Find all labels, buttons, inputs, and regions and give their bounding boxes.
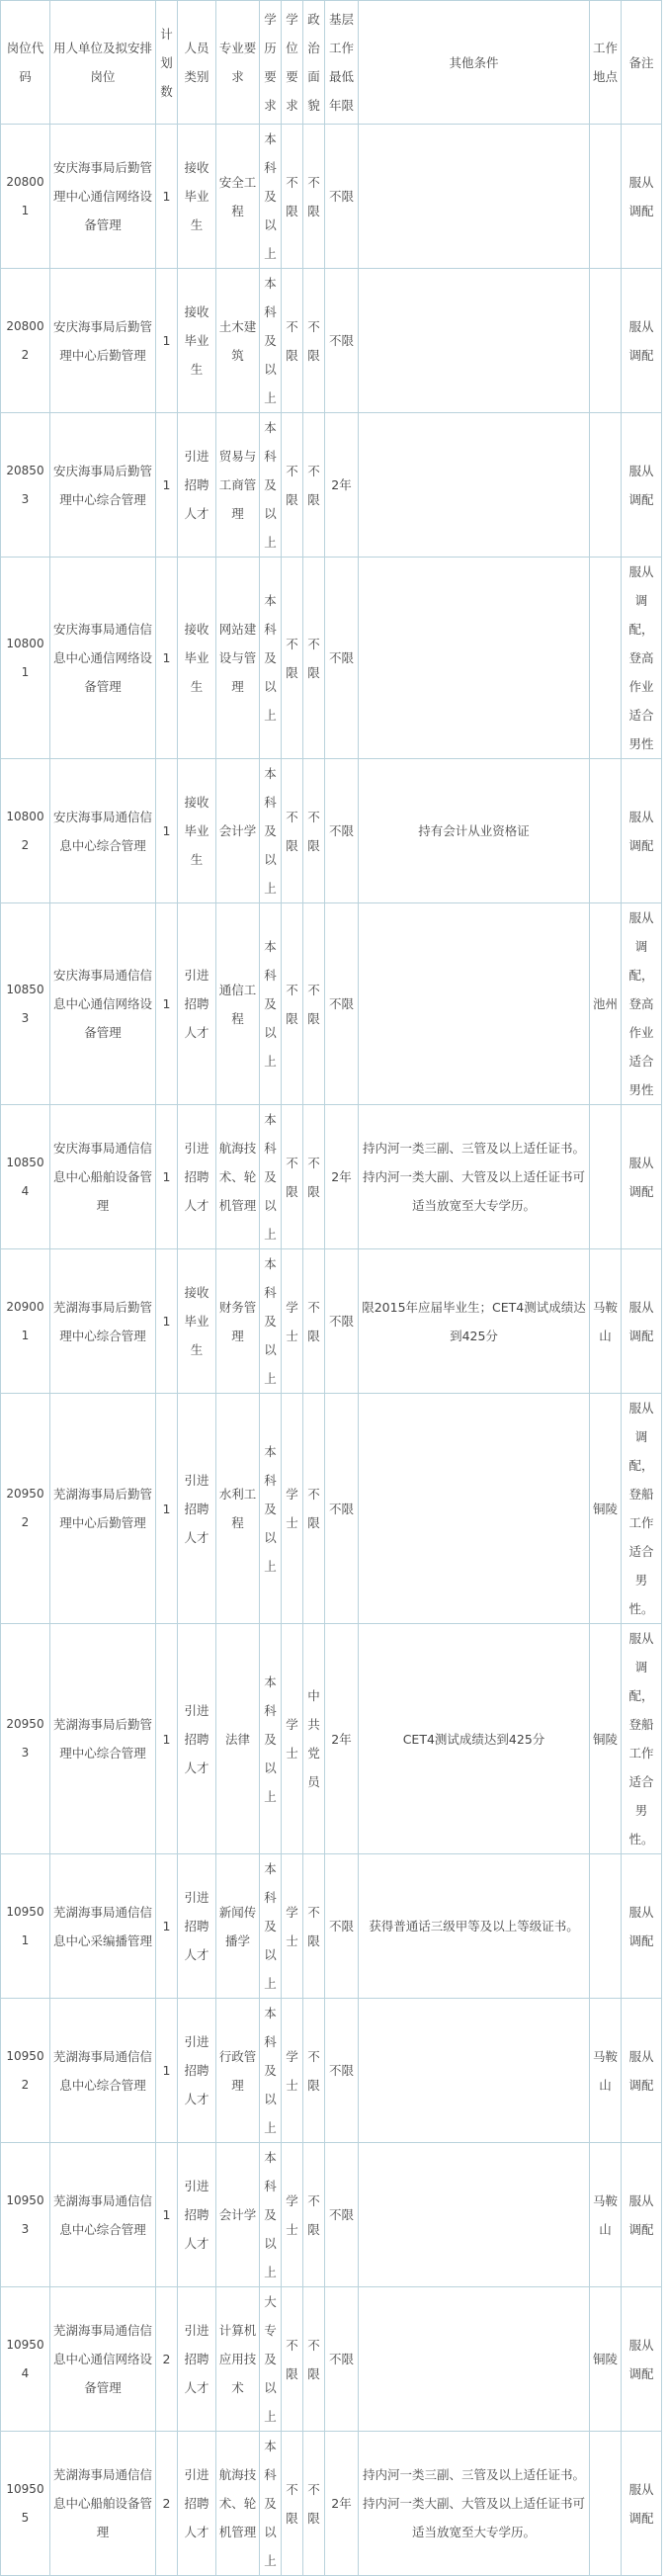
cell-code: 109501 [1,1854,50,1999]
cell-code: 208001 [1,125,50,269]
cell-major: 行政管理 [216,1999,260,2143]
cell-note: 服从调配 [622,125,662,269]
cell-other: 持内河一类三副、三管及以上适任证书。持内河一类大副、大管及以上适任证书可适当放宽至大专学历。 [359,2432,590,2576]
cell-count: 1 [156,1394,178,1624]
header-cell: 计划数 [156,1,178,125]
cell-code: 208503 [1,413,50,558]
cell-unit: 安庆海事局通信信息中心船舶设备管理 [50,1105,156,1249]
cell-code: 209502 [1,1394,50,1624]
cell-degree: 不限 [282,2287,303,2432]
cell-years: 不限 [325,2287,359,2432]
table-row [1,1249,662,1394]
cell-degree: 不限 [282,903,303,1105]
cell-location [590,1105,622,1249]
table-row [1,1394,662,1624]
cell-location: 马鞍山 [590,1999,622,2143]
cell-type: 引进招聘人才 [178,2143,216,2287]
cell-unit: 安庆海事局通信信息中心通信网络设备管理 [50,903,156,1105]
cell-unit: 芜湖海事局通信信息中心综合管理 [50,2143,156,2287]
cell-years: 2年 [325,2432,359,2576]
cell-note: 服从调配，登高作业适合男性 [622,558,662,759]
cell-degree: 学士 [282,1249,303,1394]
cell-code: 209503 [1,1624,50,1854]
cell-other [359,413,590,558]
cell-degree: 学士 [282,1394,303,1624]
cell-type: 接收毕业生 [178,269,216,413]
table-row [1,759,662,903]
cell-political: 不限 [303,1394,325,1624]
cell-education: 大专及以上 [260,2287,282,2432]
cell-education: 本科及以上 [260,903,282,1105]
cell-years: 不限 [325,1999,359,2143]
cell-location: 池州 [590,903,622,1105]
cell-other [359,558,590,759]
cell-code: 109504 [1,2287,50,2432]
header-cell: 其他条件 [359,1,590,125]
cell-other [359,1394,590,1624]
cell-other [359,2143,590,2287]
cell-unit: 安庆海事局后勤管理中心后勤管理 [50,269,156,413]
cell-note: 服从调配 [622,1999,662,2143]
cell-political: 不限 [303,558,325,759]
cell-code: 108001 [1,558,50,759]
cell-type: 接收毕业生 [178,125,216,269]
cell-political: 不限 [303,269,325,413]
cell-type: 引进招聘人才 [178,1624,216,1854]
cell-degree: 学士 [282,1999,303,2143]
cell-unit: 芜湖海事局通信信息中心综合管理 [50,1999,156,2143]
cell-degree: 不限 [282,125,303,269]
cell-years: 不限 [325,125,359,269]
cell-note: 服从调配 [622,2143,662,2287]
cell-degree: 学士 [282,2143,303,2287]
cell-political: 不限 [303,2143,325,2287]
cell-other [359,125,590,269]
cell-code: 208002 [1,269,50,413]
cell-political: 不限 [303,1105,325,1249]
cell-education: 本科及以上 [260,2143,282,2287]
cell-major: 网站建设与管理 [216,558,260,759]
cell-degree: 不限 [282,1105,303,1249]
cell-education: 本科及以上 [260,1854,282,1999]
cell-political: 不限 [303,2287,325,2432]
cell-unit: 芜湖海事局后勤管理中心综合管理 [50,1624,156,1854]
cell-years: 不限 [325,2143,359,2287]
cell-count: 1 [156,903,178,1105]
cell-location [590,2432,622,2576]
cell-location: 铜陵 [590,1624,622,1854]
cell-degree: 不限 [282,269,303,413]
cell-unit: 芜湖海事局后勤管理中心综合管理 [50,1249,156,1394]
cell-major: 安全工程 [216,125,260,269]
cell-education: 本科及以上 [260,1624,282,1854]
cell-unit: 安庆海事局通信信息中心综合管理 [50,759,156,903]
cell-note: 服从调配，登船工作适合男性。 [622,1624,662,1854]
cell-education: 本科及以上 [260,1999,282,2143]
cell-major: 会计学 [216,759,260,903]
cell-political: 中共党员 [303,1624,325,1854]
table-row [1,903,662,1105]
table-row [1,413,662,558]
header-row [1,1,662,125]
table-row [1,2287,662,2432]
header-cell: 基层工作最低年限 [325,1,359,125]
cell-note: 服从调配 [622,413,662,558]
cell-count: 1 [156,1854,178,1999]
cell-location: 马鞍山 [590,2143,622,2287]
header-cell: 专业要求 [216,1,260,125]
cell-major: 水利工程 [216,1394,260,1624]
cell-degree: 不限 [282,558,303,759]
cell-political: 不限 [303,1249,325,1394]
cell-type: 引进招聘人才 [178,1854,216,1999]
cell-major: 航海技术、轮机管理 [216,1105,260,1249]
cell-unit: 芜湖海事局通信信息中心通信网络设备管理 [50,2287,156,2432]
table-row [1,558,662,759]
table-row [1,269,662,413]
cell-major: 财务管理 [216,1249,260,1394]
cell-education: 本科及以上 [260,413,282,558]
cell-major: 土木建筑 [216,269,260,413]
cell-political: 不限 [303,2432,325,2576]
header-cell: 学历要求 [260,1,282,125]
cell-count: 1 [156,558,178,759]
table-row [1,1105,662,1249]
cell-note: 服从调配 [622,1854,662,1999]
cell-other [359,269,590,413]
cell-type: 引进招聘人才 [178,413,216,558]
cell-location: 铜陵 [590,2287,622,2432]
table-row [1,1999,662,2143]
cell-years: 不限 [325,1249,359,1394]
cell-note: 服从调配 [622,2287,662,2432]
cell-years: 不限 [325,903,359,1105]
cell-other [359,903,590,1105]
header-cell: 备注 [622,1,662,125]
cell-count: 1 [156,1624,178,1854]
cell-note: 服从调配 [622,759,662,903]
cell-type: 接收毕业生 [178,759,216,903]
header-cell: 用人单位及拟安排岗位 [50,1,156,125]
cell-count: 1 [156,1999,178,2143]
table-row [1,1854,662,1999]
cell-political: 不限 [303,1999,325,2143]
cell-type: 引进招聘人才 [178,2432,216,2576]
header-cell: 岗位代码 [1,1,50,125]
cell-education: 本科及以上 [260,759,282,903]
cell-education: 本科及以上 [260,2432,282,2576]
cell-education: 本科及以上 [260,1394,282,1624]
cell-unit: 安庆海事局后勤管理中心通信网络设备管理 [50,125,156,269]
cell-note: 服从调配，登高作业适合男性 [622,903,662,1105]
cell-count: 1 [156,125,178,269]
cell-count: 1 [156,1105,178,1249]
table-row [1,2143,662,2287]
cell-note: 服从调配 [622,2432,662,2576]
cell-location [590,759,622,903]
cell-political: 不限 [303,759,325,903]
cell-major: 会计学 [216,2143,260,2287]
cell-code: 209001 [1,1249,50,1394]
cell-other [359,2287,590,2432]
cell-location: 马鞍山 [590,1249,622,1394]
cell-type: 引进招聘人才 [178,1999,216,2143]
cell-unit: 芜湖海事局通信信息中心采编播管理 [50,1854,156,1999]
cell-other: 持有会计从业资格证 [359,759,590,903]
cell-unit: 安庆海事局通信信息中心通信网络设备管理 [50,558,156,759]
cell-years: 不限 [325,759,359,903]
cell-code: 109502 [1,1999,50,2143]
cell-code: 108002 [1,759,50,903]
cell-count: 2 [156,2287,178,2432]
cell-other: 获得普通话三级甲等及以上等级证书。 [359,1854,590,1999]
header-cell: 人员类别 [178,1,216,125]
cell-code: 109503 [1,2143,50,2287]
cell-other: CET4测试成绩达到425分 [359,1624,590,1854]
cell-major: 计算机应用技术 [216,2287,260,2432]
table-row [1,125,662,269]
cell-degree: 学士 [282,1854,303,1999]
cell-note: 服从调配 [622,1249,662,1394]
cell-type: 引进招聘人才 [178,903,216,1105]
header-cell: 工作地点 [590,1,622,125]
cell-degree: 学士 [282,1624,303,1854]
cell-other: 限2015年应届毕业生；CET4测试成绩达到425分 [359,1249,590,1394]
cell-type: 接收毕业生 [178,558,216,759]
cell-location [590,558,622,759]
cell-degree: 不限 [282,413,303,558]
cell-years: 不限 [325,269,359,413]
cell-count: 1 [156,413,178,558]
cell-years: 2年 [325,1624,359,1854]
cell-location: 铜陵 [590,1394,622,1624]
header-cell: 政治面貌 [303,1,325,125]
cell-political: 不限 [303,125,325,269]
cell-type: 接收毕业生 [178,1249,216,1394]
cell-political: 不限 [303,903,325,1105]
cell-degree: 不限 [282,2432,303,2576]
cell-location [590,1854,622,1999]
cell-major: 航海技术、轮机管理 [216,2432,260,2576]
cell-note: 服从调配 [622,1105,662,1249]
cell-education: 本科及以上 [260,1105,282,1249]
table-row [1,1624,662,1854]
cell-major: 贸易与工商管理 [216,413,260,558]
cell-political: 不限 [303,413,325,558]
cell-years: 不限 [325,1854,359,1999]
cell-unit: 芜湖海事局后勤管理中心后勤管理 [50,1394,156,1624]
cell-political: 不限 [303,1854,325,1999]
cell-years: 2年 [325,413,359,558]
cell-location [590,413,622,558]
cell-other [359,1999,590,2143]
cell-location [590,269,622,413]
cell-years: 不限 [325,558,359,759]
cell-education: 本科及以上 [260,125,282,269]
header-cell: 学位要求 [282,1,303,125]
cell-years: 2年 [325,1105,359,1249]
cell-count: 2 [156,2432,178,2576]
cell-type: 引进招聘人才 [178,2287,216,2432]
cell-type: 引进招聘人才 [178,1394,216,1624]
cell-note: 服从调配，登船工作适合男性。 [622,1394,662,1624]
cell-unit: 芜湖海事局通信信息中心船舶设备管理 [50,2432,156,2576]
cell-major: 新闻传播学 [216,1854,260,1999]
cell-code: 108503 [1,903,50,1105]
cell-other: 持内河一类三副、三管及以上适任证书。持内河一类大副、大管及以上适任证书可适当放宽至大专学历。 [359,1105,590,1249]
cell-count: 1 [156,759,178,903]
cell-location [590,125,622,269]
cell-degree: 不限 [282,759,303,903]
cell-note: 服从调配 [622,269,662,413]
cell-years: 不限 [325,1394,359,1624]
cell-major: 通信工程 [216,903,260,1105]
cell-code: 108504 [1,1105,50,1249]
table-row [1,2432,662,2576]
cell-education: 本科及以上 [260,269,282,413]
cell-education: 本科及以上 [260,558,282,759]
cell-education: 本科及以上 [260,1249,282,1394]
cell-major: 法律 [216,1624,260,1854]
cell-count: 1 [156,2143,178,2287]
cell-code: 109505 [1,2432,50,2576]
cell-count: 1 [156,1249,178,1394]
cell-type: 引进招聘人才 [178,1105,216,1249]
cell-unit: 安庆海事局后勤管理中心综合管理 [50,413,156,558]
cell-count: 1 [156,269,178,413]
